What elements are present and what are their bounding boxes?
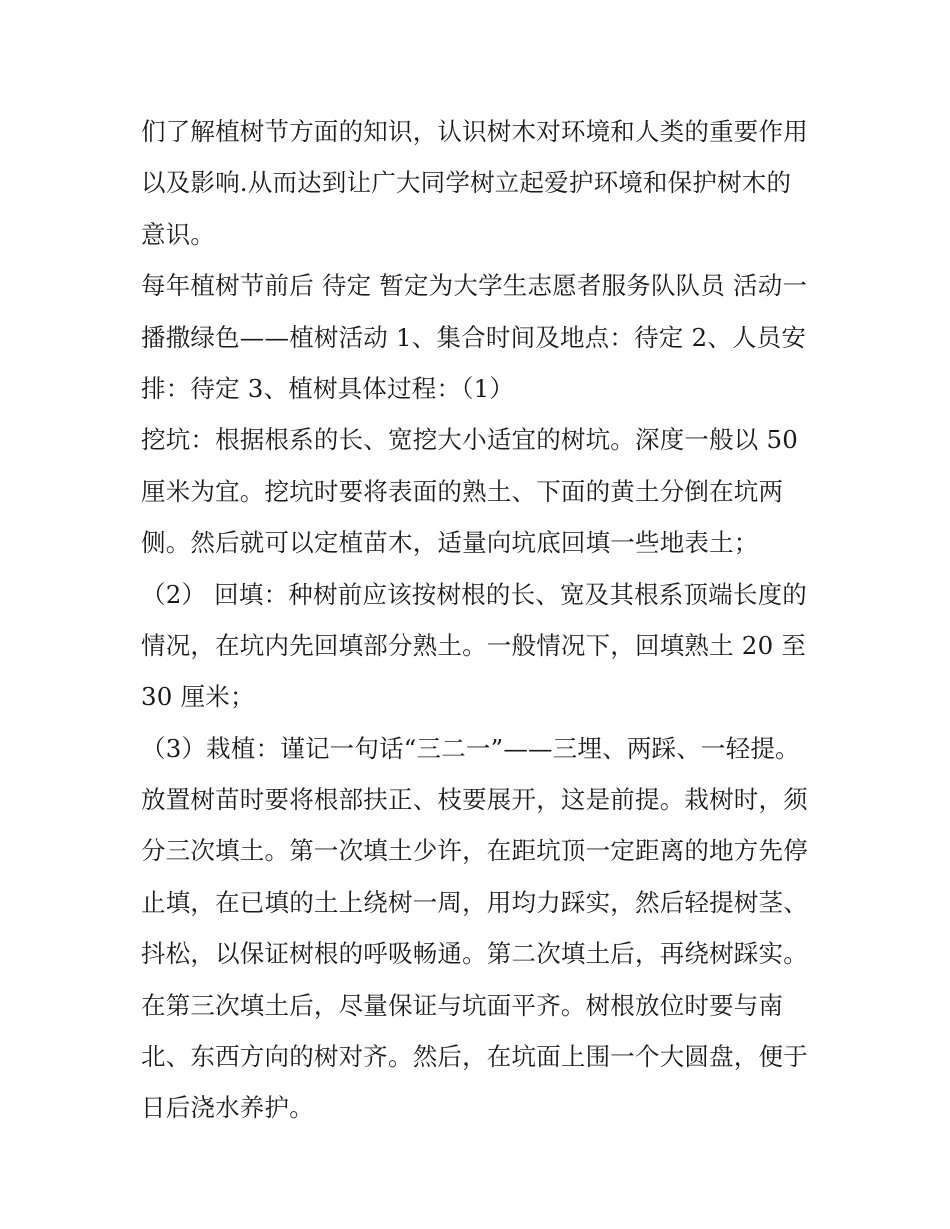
text-line: 情况，在坑内先回填部分熟土。一般情况下，回填熟土 20 至 xyxy=(141,630,807,660)
text-line: 北、东西方向的树对齐。然后，在坑面上围一个大圆盘，便于 xyxy=(141,1042,808,1072)
text-line: 播撒绿色——植树活动 1、集合时间及地点：待定 2、人员安 xyxy=(141,322,807,352)
text-line: 意识。 xyxy=(141,219,216,249)
text-line: 30 厘米； xyxy=(141,682,255,712)
text-line: 分三次填土。第一次填土少许，在距坑顶一定距离的地方先停 xyxy=(141,836,808,866)
text-line: 厘米为宜。挖坑时要将表面的熟土、下面的黄土分倒在坑两 xyxy=(141,476,784,506)
text-line: 每年植树节前后 待定 暂定为大学生志愿者服务队队员 活动一 xyxy=(141,271,808,301)
text-line: 抖松，以保证树根的呼吸畅通。第二次填土后，再绕树踩实。 xyxy=(141,939,808,969)
text-line: 们了解植树节方面的知识，认识树木对环境和人类的重要作用 xyxy=(141,117,808,146)
text-line: 在第三次填土后，尽量保证与坑面平齐。树根放位时要与南 xyxy=(141,990,784,1020)
text-line: 放置树苗时要将根部扶正、枝要展开，这是前提。栽树时，须 xyxy=(141,785,808,815)
text-line: 日后浇水养护。 xyxy=(141,1093,314,1123)
text-line: 挖坑：根据根系的长、宽挖大小适宜的树坑。深度一般以 50 xyxy=(141,425,799,455)
text-line: 侧。然后就可以定植苗木，适量向坑底回填一些地表土； xyxy=(141,528,759,558)
document-body xyxy=(141,106,821,1134)
text-line: （3）栽植：谨记一句话“三二一”——三埋、两踩、一轻提。 xyxy=(141,733,800,763)
text-line: 以及影响.从而达到让广大同学树立起爱护环境和保护树木的 xyxy=(141,168,792,198)
text-line: 排：待定 3、植树具体过程：（1） xyxy=(141,373,515,403)
text-line: 止填，在已填的土上绕树一周，用均力踩实，然后轻提树茎、 xyxy=(141,887,808,917)
text-line: （2） 回填：种树前应该按树根的长、宽及其根系顶端长度的 xyxy=(141,579,807,609)
